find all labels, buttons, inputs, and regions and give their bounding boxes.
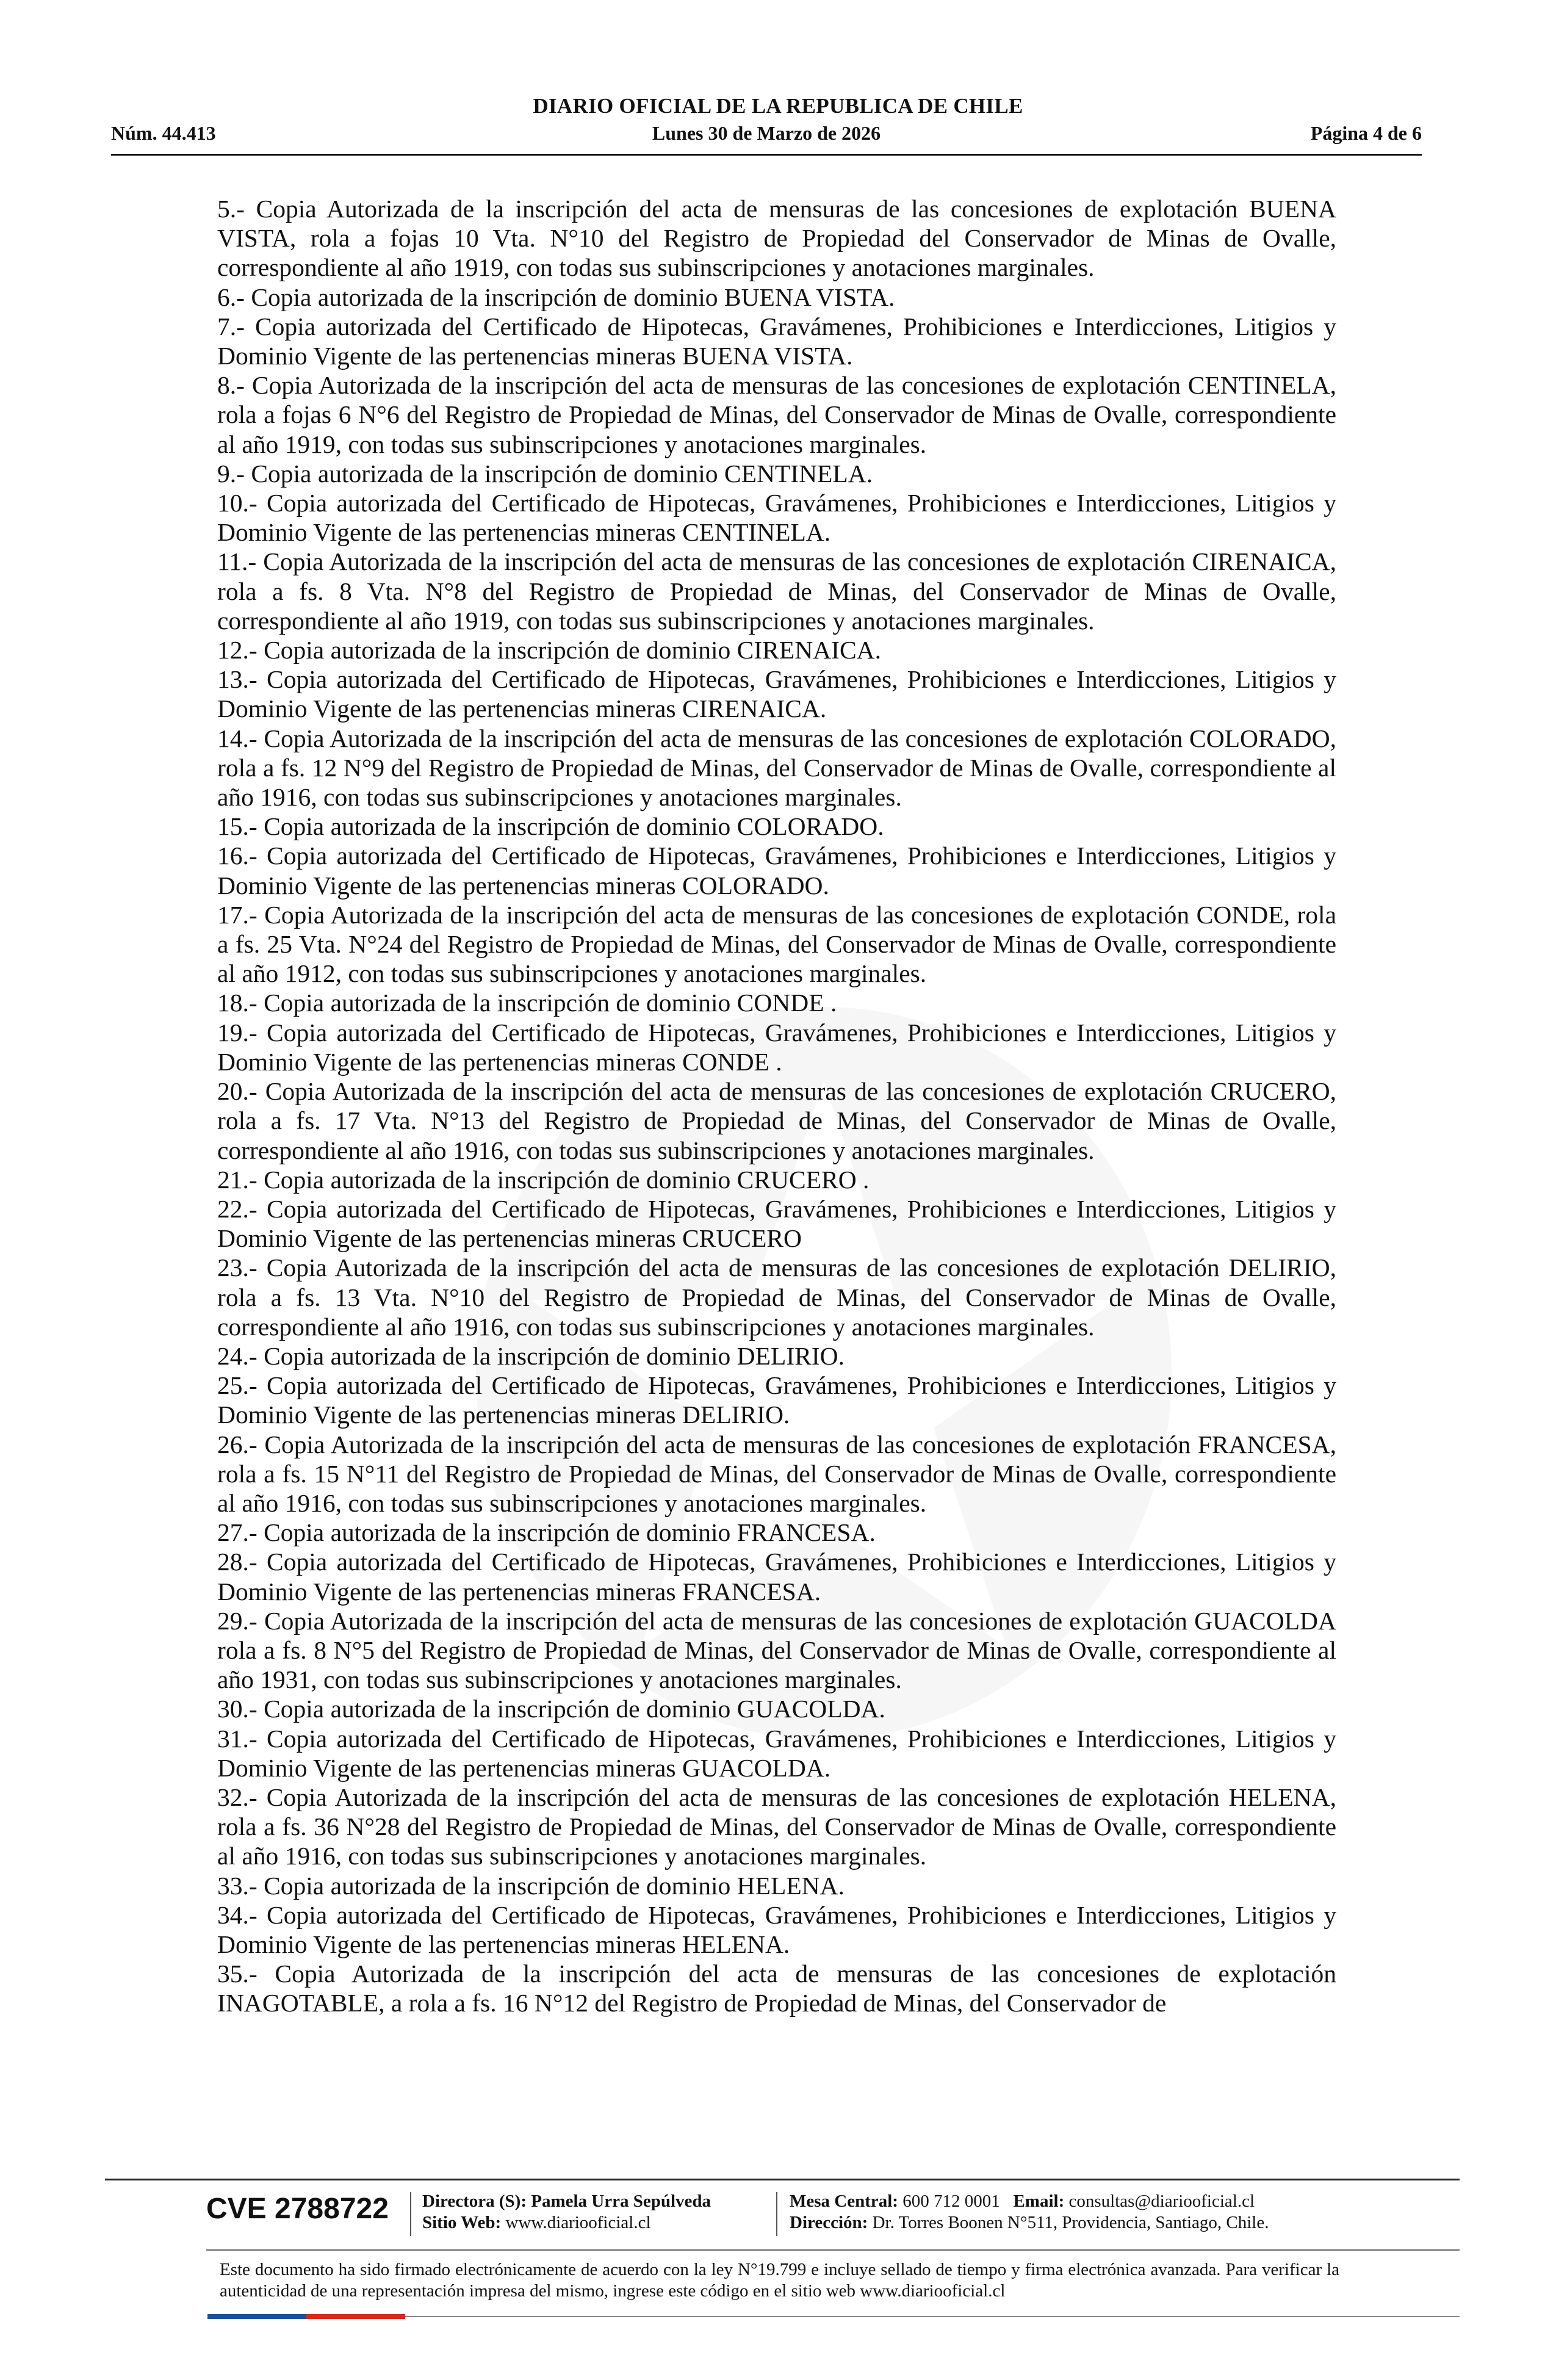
director-label: Directora (S):	[422, 2191, 527, 2211]
paragraph: 14.- Copia Autorizada de la inscripción del acta de mensuras de las concesiones de explotación COLORADO, rola a fs. 12 N°9 del Registro de Propiedad de Minas, del Conservador de Minas de Ovalle, correspondiente al año 1916, con todas sus subinscripciones y anotaciones marginales.	[217, 724, 1336, 812]
paragraph: 13.- Copia autorizada del Certificado de Hipotecas, Gravámenes, Prohibiciones e Interdicciones, Litigios y Dominio Vigente de las pertenencias mineras CIRENAICA.	[217, 665, 1336, 723]
paragraph: 5.- Copia Autorizada de la inscripción del acta de mensuras de las concesiones de explotación BUENA VISTA, rola a fojas 10 Vta. N°10 del Registro de Propiedad del Conservador de Minas de Ovalle, correspondiente al año 1919, con todas sus subinscripciones y anotaciones marginales.	[217, 195, 1336, 282]
footer-separator	[776, 2192, 777, 2236]
paragraph: 32.- Copia Autorizada de la inscripción del acta de mensuras de las concesiones de explotación HELENA, rola a fs. 36 N°28 del Registro de Propiedad de Minas, del Conservador de Minas de Ovalle, correspondiente al año 1916, con todas sus subinscripciones y anotaciones marginales.	[217, 1783, 1336, 1870]
paragraph: 10.- Copia autorizada del Certificado de Hipotecas, Gravámenes, Prohibiciones e Interdicciones, Litigios y Dominio Vigente de las pertenencias mineras CENTINELA.	[217, 489, 1336, 547]
cve-code: CVE 2788722	[206, 2193, 389, 2225]
paragraph: 31.- Copia autorizada del Certificado de Hipotecas, Gravámenes, Prohibiciones e Interdicciones, Litigios y Dominio Vigente de las pertenencias mineras GUACOLDA.	[217, 1724, 1336, 1782]
website-label: Sitio Web:	[422, 2213, 502, 2232]
paragraph: 28.- Copia autorizada del Certificado de Hipotecas, Gravámenes, Prohibiciones e Interdicciones, Litigios y Dominio Vigente de las pertenencias mineras FRANCESA.	[217, 1548, 1336, 1606]
paragraph: 16.- Copia autorizada del Certificado de Hipotecas, Gravámenes, Prohibiciones e Interdicciones, Litigios y Dominio Vigente de las pertenencias mineras COLORADO.	[217, 842, 1336, 900]
issue-date: Lunes 30 de Marzo de 2026	[652, 122, 881, 144]
footer-divider	[105, 2179, 1460, 2180]
website-link[interactable]: www.diariooficial.cl	[505, 2213, 651, 2232]
paragraph: 27.- Copia autorizada de la inscripción de dominio FRANCESA.	[217, 1518, 876, 1547]
paragraph: 18.- Copia autorizada de la inscripción de dominio CONDE .	[217, 989, 837, 1017]
paragraph: 15.- Copia autorizada de la inscripción de dominio COLORADO.	[217, 812, 884, 841]
document-body	[217, 194, 1336, 2018]
address-label: Dirección:	[790, 2213, 868, 2232]
email-link[interactable]: consultas@diariooficial.cl	[1068, 2191, 1255, 2211]
newspaper-title: DIARIO OFICIAL DE LA REPUBLICA DE CHILE	[533, 94, 1023, 118]
phone-label: Mesa Central:	[790, 2191, 898, 2211]
footer-director-block	[422, 2191, 711, 2234]
header-divider	[111, 154, 1422, 156]
paragraph: 25.- Copia autorizada del Certificado de Hipotecas, Gravámenes, Prohibiciones e Interdicciones, Litigios y Dominio Vigente de las pertenencias mineras DELIRIO.	[217, 1371, 1336, 1429]
paragraph: 34.- Copia autorizada del Certificado de Hipotecas, Gravámenes, Prohibiciones e Interdicciones, Litigios y Dominio Vigente de las pertenencias mineras HELENA.	[217, 1900, 1336, 1958]
paragraph: 12.- Copia autorizada de la inscripción de dominio CIRENAICA.	[217, 636, 881, 665]
paragraph: 33.- Copia autorizada de la inscripción de dominio HELENA.	[217, 1871, 845, 1900]
footer-contact-block	[790, 2191, 1269, 2234]
footer-separator	[410, 2192, 411, 2236]
email-label: Email:	[1013, 2191, 1065, 2211]
header-row	[111, 122, 1422, 149]
issue-number: Núm. 44.413	[111, 122, 216, 144]
phone-number: 600 712 0001	[902, 2191, 1000, 2211]
paragraph: 24.- Copia autorizada de la inscripción de dominio DELIRIO.	[217, 1341, 845, 1370]
flag-segment	[306, 2314, 356, 2319]
paragraph: 22.- Copia autorizada del Certificado de Hipotecas, Gravámenes, Prohibiciones e Interdicciones, Litigios y Dominio Vigente de las pertenencias mineras CRUCERO	[217, 1194, 1336, 1253]
flag-segment	[207, 2314, 257, 2319]
address-text: Dr. Torres Boonen N°511, Providencia, Santiago, Chile.	[872, 2213, 1269, 2232]
paragraph: 6.- Copia autorizada de la inscripción de dominio BUENA VISTA.	[217, 283, 895, 311]
paragraph: 11.- Copia Autorizada de la inscripción del acta de mensuras de las concesiones de explotación CIRENAICA, rola a fs. 8 Vta. N°8 del Registro de Propiedad de Minas, del Conservador de Minas de Ovalle, correspondiente al año 1919, con todas sus subinscripciones y anotaciones marginales.	[217, 547, 1336, 635]
paragraph: 7.- Copia autorizada del Certificado de Hipotecas, Gravámenes, Prohibiciones e Interdicciones, Litigios y Dominio Vigente de las pertenencias mineras BUENA VISTA.	[217, 312, 1336, 370]
flag-segment	[356, 2314, 405, 2319]
paragraph: 23.- Copia Autorizada de la inscripción del acta de mensuras de las concesiones de explotación DELIRIO, rola a fs. 13 Vta. N°10 del Registro de Propiedad de Minas, del Conservador de Minas de Ovalle, correspondiente al año 1916, con todas sus subinscripciones y anotaciones marginales.	[217, 1253, 1336, 1341]
signature-notice: Este documento ha sido firmado electrónicamente de acuerdo con la ley N°19.799 e incluye sellado de tiempo y firma electrónica avanzada. Para verificar la autenticidad de una representación impresa del mismo, ingrese este código en el sitio web www.diariooficial.cl	[220, 2260, 1339, 2301]
paragraph: 19.- Copia autorizada del Certificado de Hipotecas, Gravámenes, Prohibiciones e Interdicciones, Litigios y Dominio Vigente de las pertenencias mineras CONDE .	[217, 1018, 1336, 1076]
flag-stripe	[207, 2314, 405, 2319]
paragraph: 20.- Copia Autorizada de la inscripción del acta de mensuras de las concesiones de explotación CRUCERO, rola a fs. 17 Vta. N°13 del Registro de Propiedad de Minas, del Conservador de Minas de Ovalle, correspondiente al año 1916, con todas sus subinscripciones y anotaciones marginales.	[217, 1077, 1336, 1164]
paragraph: 8.- Copia Autorizada de la inscripción del acta de mensuras de las concesiones de explotación CENTINELA, rola a fojas 6 N°6 del Registro de Propiedad de Minas, del Conservador de Minas de Ovalle, correspondiente al año 1919, con todas sus subinscripciones y anotaciones marginales.	[217, 371, 1336, 458]
director-name: Pamela Urra Sepúlveda	[531, 2191, 711, 2211]
paragraph: 35.- Copia Autorizada de la inscripción del acta de mensuras de las concesiones de explotación INAGOTABLE, a rola a fs. 16 N°12 del Registro de Propiedad de Minas, del Conservador de	[217, 1960, 1336, 2018]
flag-segment	[257, 2314, 306, 2319]
paragraph: 30.- Copia autorizada de la inscripción de dominio GUACOLDA.	[217, 1695, 885, 1723]
footer-divider	[206, 2249, 1460, 2251]
paragraph: 29.- Copia Autorizada de la inscripción del acta de mensuras de las concesiones de explotación GUACOLDA rola a fs. 8 N°5 del Registro de Propiedad de Minas, del Conservador de Minas de Ovalle, correspondiente al año 1931, con todas sus subinscripciones y anotaciones marginales.	[217, 1606, 1336, 1694]
page-number: Página 4 de 6	[1310, 122, 1422, 144]
paragraph: 17.- Copia Autorizada de la inscripción del acta de mensuras de las concesiones de explotación CONDE, rola a fs. 25 Vta. N°24 del Registro de Propiedad de Minas, del Conservador de Minas de Ovalle, correspondiente al año 1912, con todas sus subinscripciones y anotaciones marginales.	[217, 900, 1336, 988]
paragraph: 21.- Copia autorizada de la inscripción de dominio CRUCERO .	[217, 1165, 870, 1194]
paragraph: 26.- Copia Autorizada de la inscripción del acta de mensuras de las concesiones de explotación FRANCESA, rola a fs. 15 N°11 del Registro de Propiedad de Minas, del Conservador de Minas de Ovalle, correspondiente al año 1916, con todas sus subinscripciones y anotaciones marginales.	[217, 1430, 1336, 1517]
paragraph: 9.- Copia autorizada de la inscripción de dominio CENTINELA.	[217, 459, 873, 488]
footer-bottom-rule	[405, 2316, 1460, 2317]
